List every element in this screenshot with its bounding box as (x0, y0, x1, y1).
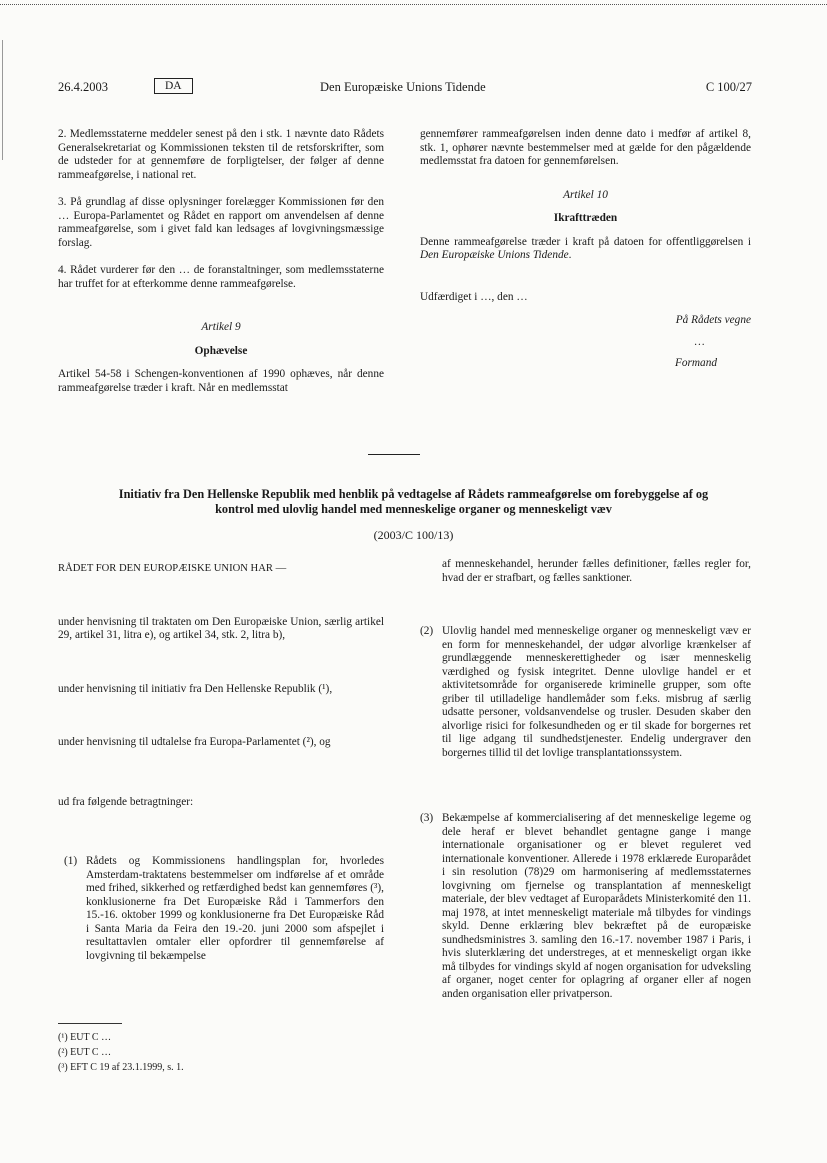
running-header (58, 80, 752, 98)
journal-name: Den Europæiske Unions Tidende (320, 80, 486, 94)
initiative-reference: (2003/C 100/13) (373, 528, 454, 542)
recital-1-number: (1) (64, 855, 78, 867)
recital-2-number: (2) (420, 625, 434, 637)
recital-1-continuation: af menneskehandel, herunder fælles definitioner, fælles regler for, hvad der er strafbart, og fælles sanktioner. (442, 558, 751, 584)
footnote-1: (¹) EUT C … (58, 1032, 112, 1043)
journal-title-italic: Den Europæiske Unions Tidende (420, 249, 569, 261)
reference-initiative: under henvisning til initiativ fra Den Hellenske Republik (¹), (58, 682, 333, 695)
article-10-text (420, 236, 751, 263)
footnote-separator (58, 1023, 122, 1024)
paragraph-3: 3. På grundlag af disse oplysninger forelægger Kommissionen før den … Europa-Parlamentet og Rådet en rapport om anvendelsen af denne rammeafgørelse, som i givet fald kan ledsages af lovgivningsmæssige forslag. (58, 196, 384, 249)
article-9-text: Artikel 54-58 i Schengen-konventionen af 1990 ophæves, når denne rammeafgørelse træder i kraft. Når en medlemsstat (58, 368, 384, 394)
done-at: Udfærdiget i …, den … (420, 290, 528, 303)
recital-2-text: Ulovlig handel med menneskelige organer og menneskeligt væv er en form for menneskehandel, der udgør alvorlige krænkelser af grundlæggende menneskerettigheder og især menneskelig værdighed og fysisk integritet. Denne ulovlige handel er et aktivitetsområde for organiserede kriminelle grupper, som ofte griber til utilladelige handlemåder som f.eks. misbrug af særlig udsatte personer, voldsanvendelse og trusler. Desuden skaber den alvorlige risici for folkesundheden og er til skade for borgernes ret til lige adgang til sundhedstjenester. Endelig undergraver den borgernes tillid til det lovlige transplantationssystem. (442, 625, 751, 759)
reference-treaty: under henvisning til traktaten om Den Europæiske Union, særlig artikel 29, artikel 31, litra e), og artikel 34, stk. 2, litra b), (58, 615, 384, 641)
reference-opinion: under henvisning til udtalelse fra Europa-Parlamentet (²), og (58, 736, 331, 748)
council-heading: RÅDET FOR DEN EUROPÆISKE UNION HAR — (58, 563, 287, 574)
whereas-intro: ud fra følgende betragtninger: (58, 795, 194, 808)
language-box: DA (154, 78, 193, 94)
footnotes (58, 1030, 358, 1075)
recital-1 (58, 855, 384, 963)
president-label: Formand (674, 357, 717, 369)
article-9-title: Ophævelse (194, 344, 248, 357)
paragraph-2: 2. Medlemsstaterne meddeler senest på den i stk. 1 nævnte dato Rådets Generalsekretariat og Kommissionen teksten til de retsforskrifter, som de udsteder for at gennemføre de forpligtelser, der følger af denne rammeafgørelse, i national ret. (58, 128, 384, 181)
recital-3-number: (3) (420, 812, 434, 824)
recital-2 (420, 625, 751, 760)
signature-dots: … (693, 335, 705, 348)
article-9-label: Artikel 9 (201, 321, 241, 333)
scan-margin-mark (2, 40, 3, 160)
top-left-column (58, 128, 384, 405)
article-10-text-start: Denne rammeafgørelse træder i kraft på datoen for offentliggørelsen i (420, 235, 751, 248)
top-right-column (420, 128, 751, 381)
recital-1-cont-indent (420, 558, 442, 585)
paragraph-4: 4. Rådet vurderer før den … de foranstaltninger, som medlemsstaterne har truffet for at efterkomme denne rammeafgørelse. (58, 264, 384, 290)
page-reference: C 100/27 (705, 80, 752, 94)
footnote-2: (²) EUT C … (58, 1047, 112, 1058)
recital-1-text: Rådets og Kommissionens handlingsplan for, hvorledes Amsterdam-traktatens bestemmelser om indførelse af et område med frihed, sikkerhed og retfærdighed bedst kan gennemføres (³), konklusionerne fra Det Europæiske Råd i Tammerfors den 15.-16. oktober 1999 og konklusionerne fra Det Europæiske Råd i Santa Maria da Feira den 19.-20. juni 2000 som afspejlet i resultattavlen omtaler eller opfordrer til gennemførelse af lovgivning til bekæmpelse (86, 855, 384, 962)
footnote-3: (³) EFT C 19 af 23.1.1999, s. 1. (58, 1062, 184, 1073)
header-date: 26.4.2003 (58, 80, 108, 94)
article-10-title: Ikrafttræden (553, 212, 618, 224)
section-divider (368, 454, 420, 455)
recital-3 (420, 812, 751, 1001)
article-8-continuation: gennemfører rammeafgørelsen inden denne dato i medfør af artikel 8, stk. 1, ophører nævnte bestemmelser med at gælde for den pågældende medlemsstat fra datoen for gennemførelsen. (420, 128, 751, 167)
bottom-right-column (420, 558, 751, 1001)
on-behalf-of-council: På Rådets vegne (675, 314, 751, 326)
recital-1-continuation-block (420, 558, 751, 585)
article-10-text-end: . (568, 249, 572, 261)
recital-3-text: Bekæmpelse af kommercialisering af det menneskelige legeme og dele heraf er blevet behandlet gentagne gange i mange internationale organisationer og er blevet reguleret ved internationale konventioner. Allerede i 1978 erklærede Europarådet i sin resolution (78)29 om harmonisering af medlemsstaternes lovgivning om fjernelse og transplantation af menneskeligt materiale, der blev vedtaget af Europarådets Ministerkomité den 11. maj 1978, at intet menneskeligt materiale må tilbydes for vindings skyld. Denne erklæring blev bekræftet på de europæiske sundhedsministres 3. samling den 16.-17. november 1987 i Paris, i hvis sluterklæring det understreges, at et menneskeligt organ ikke må tilbydes for vindings skyld af nogen organisation for udveksling af organer, noget center for oplagring af organer eller af nogen anden organisation eller privatperson. (442, 812, 751, 1000)
initiative-title: Initiativ fra Den Hellenske Republik med henblik på vedtagelse af Rådets rammeafgørelse om forebyggelse af og kontrol med ulovlig handel med menneskelige organer og menneskeligt væv (118, 487, 709, 516)
bottom-left-column (58, 562, 384, 963)
top-border (0, 4, 827, 5)
article-10-label: Artikel 10 (563, 188, 608, 201)
